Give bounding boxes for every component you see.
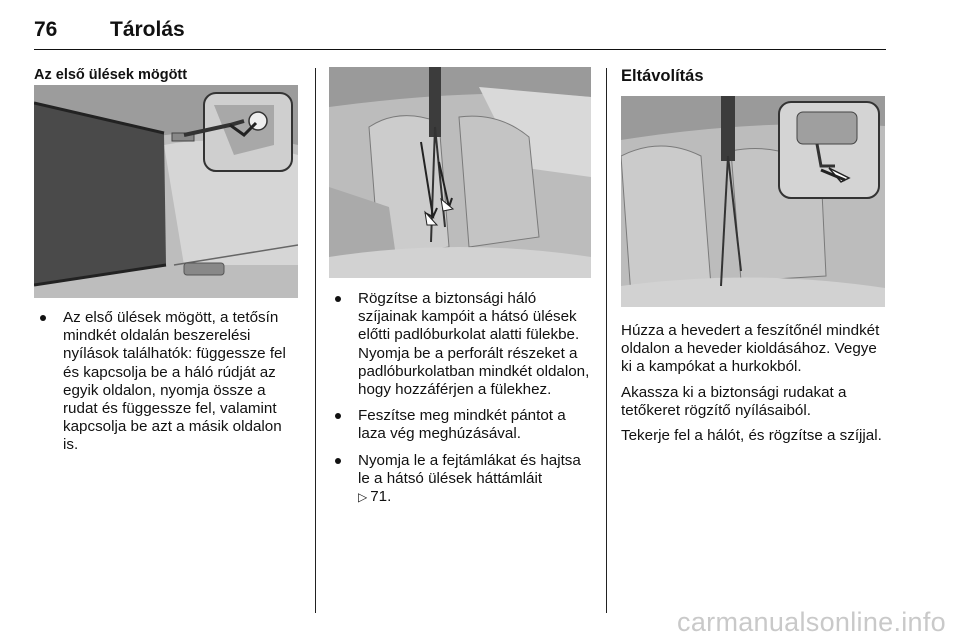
- header-rule: [34, 49, 886, 50]
- bullet-dot: [40, 315, 46, 321]
- figure-net-mounting: [34, 85, 298, 298]
- paragraph: Húzza a hevedert a feszítőnél mindkét oldalon a heveder kioldásához. Vegye ki a kampókat a hurkokból.: [621, 322, 880, 376]
- paragraph: Tekerje fel a hálót, és rögzítse a szíjjal.: [621, 427, 882, 445]
- list-item: Rögzítse a biztonsági háló szíjainak kampóit a hátsó ülések előtti padlóburkolat alatti fülekbe. Nyomja be a perforált részeket a padlóburkolatban mindkét oldalon, hogy hozzáférjen a fülekhez.: [329, 290, 594, 399]
- bullet-list-col2: [329, 290, 594, 514]
- bullet-dot: [335, 413, 341, 419]
- figure-net-straps: [329, 67, 591, 278]
- bullet-dot: [335, 458, 341, 464]
- paragraph: Akassza ki a biztonsági rudakat a tetőkeret rögzítő nyílásaiból.: [621, 383, 847, 419]
- chapter-title: Tárolás: [110, 18, 185, 41]
- bullet-dot: [335, 296, 341, 302]
- column-divider-right: [606, 68, 607, 613]
- list-item: Az első ülések mögött, a tetősín mindkét oldalán beszerelési nyílások találhatók: függessze fel és kapcsolja be a háló rúdját az egyik oldalon, nyomja össze a rudat és függessze fel, valamint kapcsolja be azt a másik oldalon is.: [34, 309, 300, 455]
- figure-net-removal: [621, 96, 885, 307]
- removal-instructions: [621, 322, 891, 452]
- list-item: Feszítse meg mindkét pántot a laza vég meghúzásával.: [329, 407, 594, 443]
- page-number: 76: [34, 18, 58, 41]
- section-title-removal: Eltávolítás: [621, 67, 704, 85]
- column-divider-left: [315, 68, 316, 613]
- section-title-behind-front-seats: Az első ülések mögött: [34, 67, 188, 83]
- page-reference-arrow-icon: ▷: [358, 490, 368, 505]
- watermark: carmanualsonline.info: [677, 607, 946, 637]
- page-reference[interactable]: 71.: [370, 488, 392, 506]
- list-item: Nyomja le a fejtámlákat és hajtsa le a hátsó ülések háttámláit ▷ 71.: [329, 452, 594, 507]
- bullet-list-col1: [34, 309, 300, 463]
